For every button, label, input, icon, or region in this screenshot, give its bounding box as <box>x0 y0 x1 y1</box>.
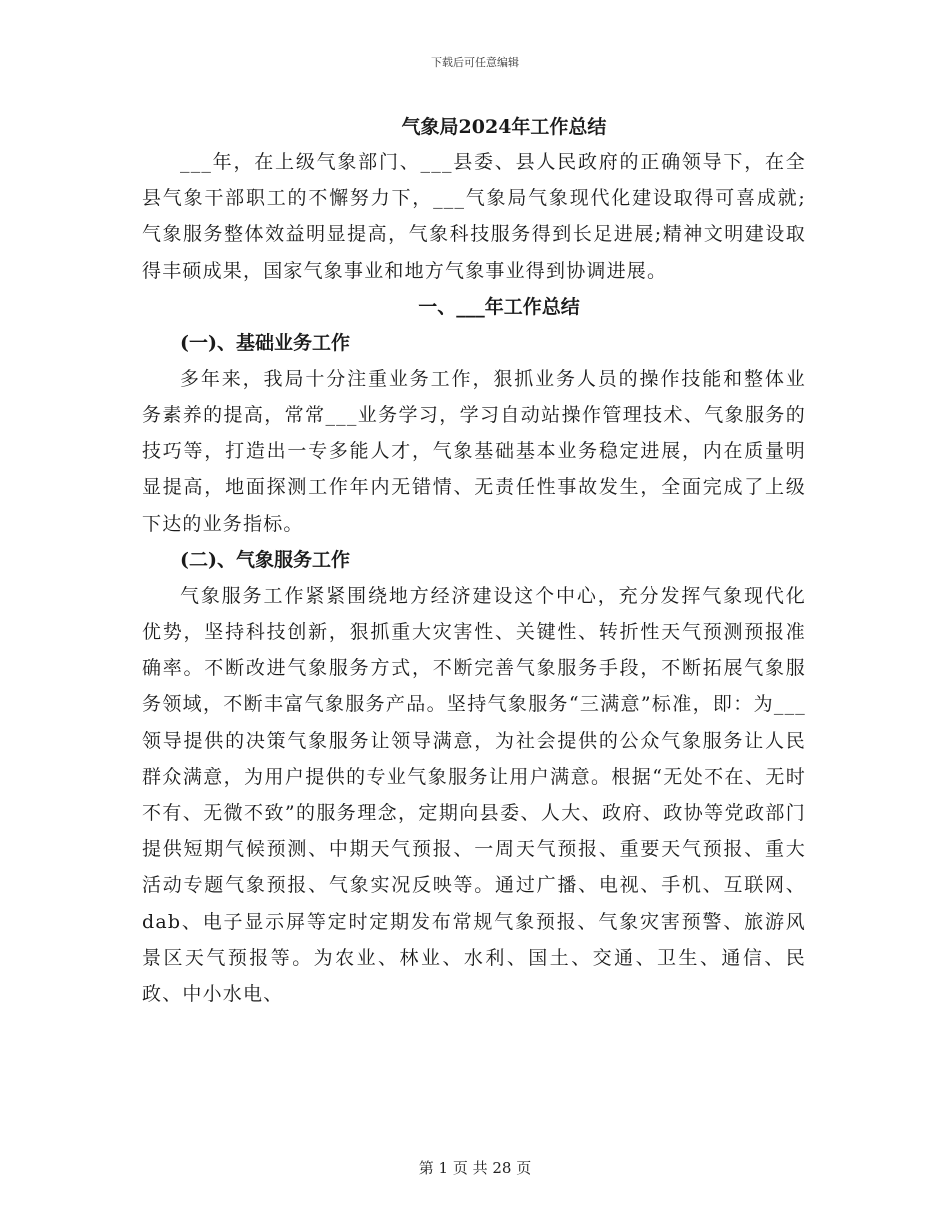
document-title: 气象局2024年工作总结 <box>401 116 607 138</box>
subsection-heading-basic-work: (一)、基础业务工作 <box>180 331 350 354</box>
paragraph-basic-work: 多年来，我局十分注重业务工作，狠抓业务人员的操作技能和整体业务素养的提高，常常___业务学习，学习自动站操作管理技术、气象服务的技巧等，打造出一专多能人才，气象基础基本业务稳定进展，内在质量明显提高，地面探测工作年内无错情、无责任性事故发生，全面完成了上级下达的业务指标。 <box>142 367 806 535</box>
section-heading: 一、___年工作总结 <box>418 295 580 318</box>
header-note: 下载后可任意编辑 <box>431 56 519 69</box>
subsection-heading-service-work: (二)、气象服务工作 <box>180 548 350 571</box>
document-content <box>142 110 806 1012</box>
page-footer: 第 1 页 共 28 页 <box>418 1159 532 1177</box>
intro-paragraph: ___年，在上级气象部门、___县委、县人民政府的正确领导下，在全县气象干部职工的不懈努力下，___气象局气象现代化建设取得可喜成就;气象服务整体效益明显提高，气象科技服务得到长足进展;精神文明建设取得丰硕成果，国家气象事业和地方气象事业得到协调进展。 <box>142 151 806 282</box>
paragraph-service-work: 气象服务工作紧紧围绕地方经济建设这个中心，充分发挥气象现代化优势，坚持科技创新，狠抓重大灾害性、关键性、转折性天气预测预报准确率。不断改进气象服务方式，不断完善气象服务手段，不断拓展气象服务领域，不断丰富气象服务产品。坚持气象服务“三满意”标准，即：为___领导提供的决策气象服务让领导满意，为社会提供的公众气象服务让人民群众满意，为用户提供的专业气象服务让用户满意。根据“无处不在、无时不有、无微不致”的服务理念，定期向县委、人大、政府、政协等党政部门提供短期气候预测、中期天气预报、一周天气预报、重要天气预报、重大活动专题气象预报、气象实况反映等。通过广播、电视、手机、互联网、dab、电子显示屏等定时定期发布常规气象预报、气象灾害预警、旅游风景区天气预报等。为农业、林业、水利、国土、交通、卫生、通信、民政、中小水电、 <box>142 584 806 1006</box>
